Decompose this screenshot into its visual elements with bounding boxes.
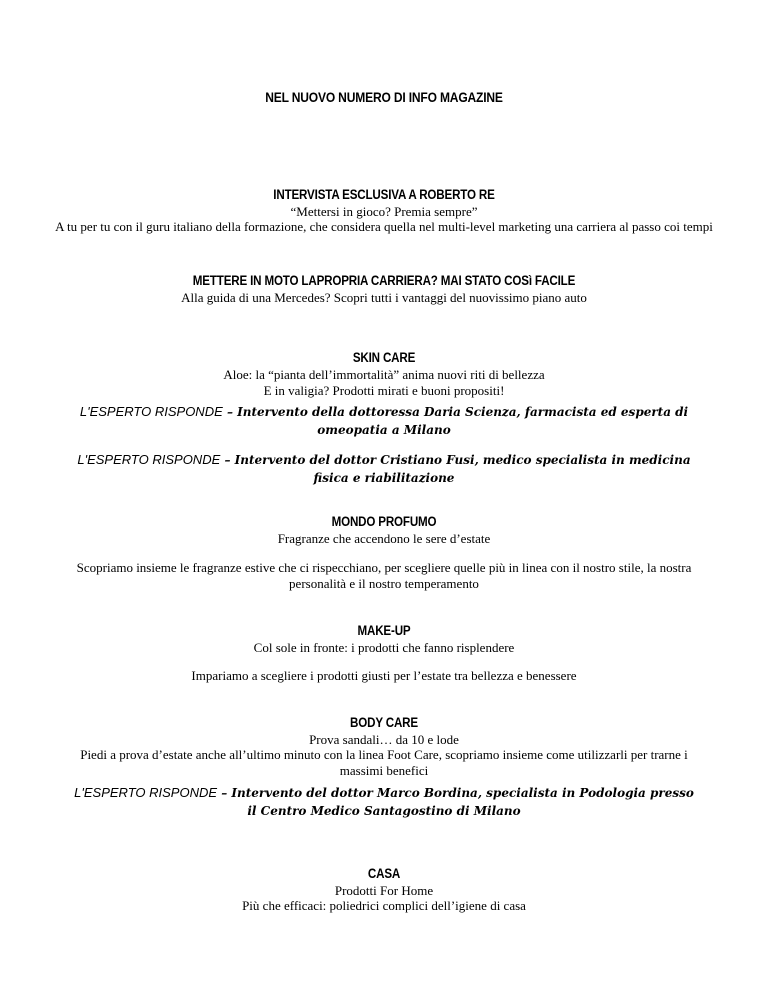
expert-note xyxy=(70,784,698,820)
section-text: Piedi a prova d’estate anche all’ultimo minuto con la linea Foot Care, scopriamo insieme come utilizzarli per trarne i massimi benefici xyxy=(80,747,688,778)
section-text: Col sole in fronte: i prodotti che fanno risplendere xyxy=(253,640,515,655)
section-title-intervista: INTERVISTA ESCLUSIVA A ROBERTO RE xyxy=(273,187,495,202)
section-text: Prodotti For Home xyxy=(334,883,434,898)
expert-kicker: L'ESPERTO RISPONDE xyxy=(74,785,218,800)
section-text: Più che efficaci: poliedrici complici dell’igiene di casa xyxy=(242,898,526,913)
expert-note xyxy=(74,451,694,487)
page-title: NEL NUOVO NUMERO DI INFO MAGAZINE xyxy=(265,89,503,105)
section-title-casa: CASA xyxy=(367,866,401,881)
section-title-make-up: MAKE-UP xyxy=(357,623,411,638)
section-text: Scopriamo insieme le fragranze estive che ci rispecchiano, per scegliere quelle più in linea con il nostro stile, la nostra personalità e il nostro temperamento xyxy=(76,560,692,591)
expert-text: – Intervento del dottor Marco Bordina, specialista in Podologia presso il Centro Medico Santagostino di Milano xyxy=(217,786,694,818)
section-title-mondo-profumo: MONDO PROFUMO xyxy=(331,514,437,529)
section-text: A tu per tu con il guru italiano della formazione, che considera quella nel multi-level marketing una carriera al passo coi tempi xyxy=(55,219,713,234)
section-text: Fragranze che accendono le sere d’estate xyxy=(277,531,491,546)
section-text: Alla guida di una Mercedes? Scopri tutti i vantaggi del nuovissimo piano auto xyxy=(181,290,587,305)
section-text: Aloe: la “pianta dell’immortalità” anima nuovi riti di bellezza xyxy=(223,367,545,382)
section-title-skin-care: SKIN CARE xyxy=(352,350,416,365)
expert-kicker: L'ESPERTO RISPONDE xyxy=(79,404,223,419)
expert-text: – Intervento del dottor Cristiano Fusi, medico specialista in medicina fisica e riabilitazione xyxy=(220,453,691,485)
section-text: E in valigia? Prodotti mirati e buoni propositi! xyxy=(263,383,505,398)
expert-note xyxy=(74,403,694,439)
section-title-body-care: BODY CARE xyxy=(350,715,418,730)
section-text: Impariamo a scegliere i prodotti giusti per l’estate tra bellezza e benessere xyxy=(191,668,577,683)
section-text: Prova sandali… da 10 e lode xyxy=(309,732,459,747)
expert-text: – Intervento della dottoressa Daria Scienza, farmacista ed esperta di omeopatia a Milano xyxy=(222,405,689,437)
section-title-carriera: METTERE IN MOTO LAPROPRIA CARRIERA? MAI STATO COSì FACILE xyxy=(192,273,576,288)
section-text: “Mettersi in gioco? Premia sempre” xyxy=(290,204,478,219)
expert-kicker: L'ESPERTO RISPONDE xyxy=(77,452,221,467)
